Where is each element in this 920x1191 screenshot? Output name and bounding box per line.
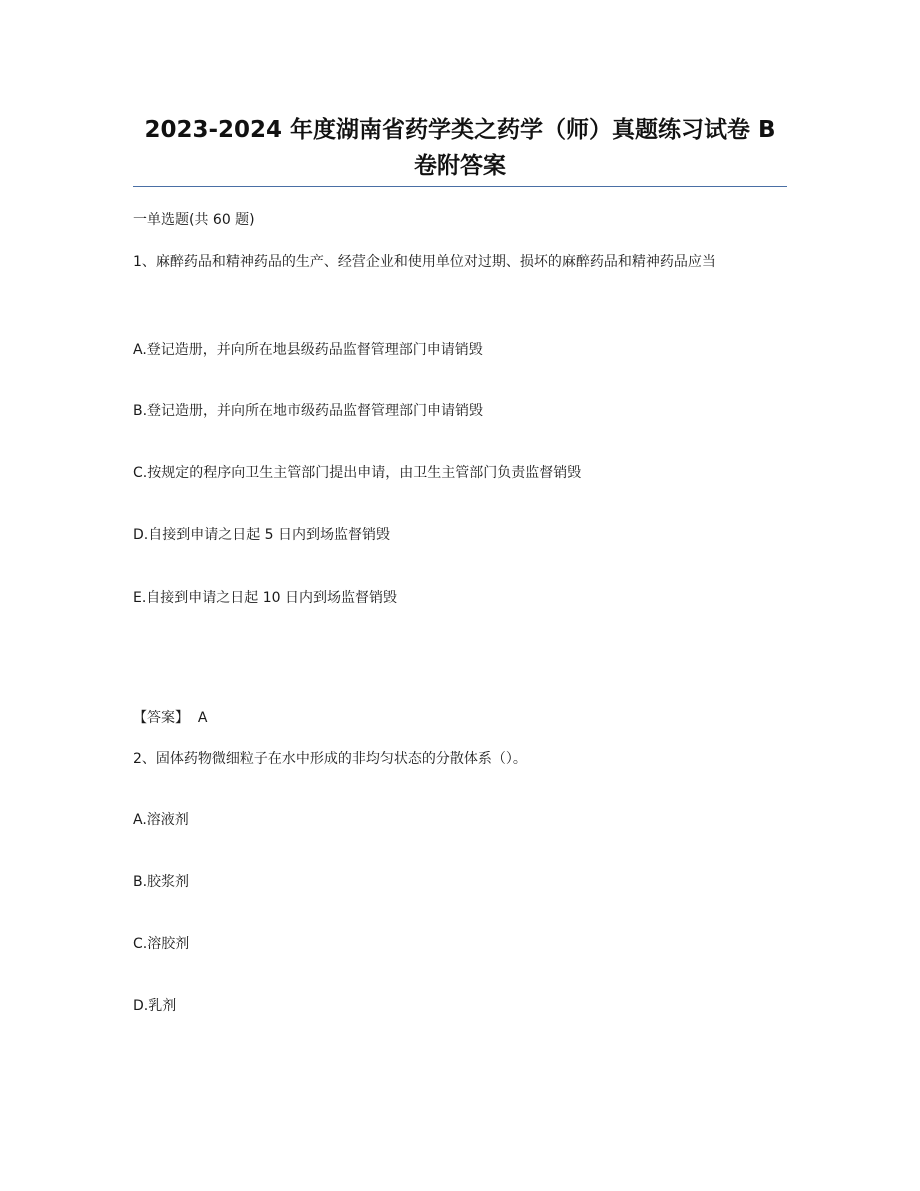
question-1-option-b: B.登记造册，并向所在地市级药品监督管理部门申请销毁 bbox=[133, 403, 484, 419]
question-2-option-a: A.溶液剂 bbox=[133, 812, 189, 828]
document-title-line-1: 2023-2024 年度湖南省药学类之药学（师）真题练习试卷 B bbox=[144, 117, 776, 143]
question-2-option-b: B.胶浆剂 bbox=[133, 874, 190, 890]
question-2-option-d: D.乳剂 bbox=[133, 998, 177, 1014]
question-1-answer: 【答案】 A bbox=[133, 710, 208, 726]
title-divider bbox=[133, 186, 787, 187]
question-1-option-a: A.登记造册，并向所在地县级药品监督管理部门申请销毁 bbox=[133, 342, 483, 358]
document-title bbox=[120, 112, 800, 184]
question-1-stem: 1、麻醉药品和精神药品的生产、经营企业和使用单位对过期、损坏的麻醉药品和精神药品应当 bbox=[133, 254, 716, 270]
question-1-option-e: E.自接到申请之日起 10 日内到场监督销毁 bbox=[133, 590, 398, 606]
question-1-option-c: C.按规定的程序向卫生主管部门提出申请，由卫生主管部门负责监督销毁 bbox=[133, 465, 582, 481]
document-title-line-2: 卷附答案 bbox=[414, 153, 506, 179]
question-1-option-d: D.自接到申请之日起 5 日内到场监督销毁 bbox=[133, 527, 391, 543]
question-2-stem: 2、固体药物微细粒子在水中形成的非均匀状态的分散体系（）。 bbox=[133, 751, 527, 767]
question-2-option-c: C.溶胶剂 bbox=[133, 936, 190, 952]
section-heading: 一单选题(共 60 题) bbox=[133, 212, 255, 228]
